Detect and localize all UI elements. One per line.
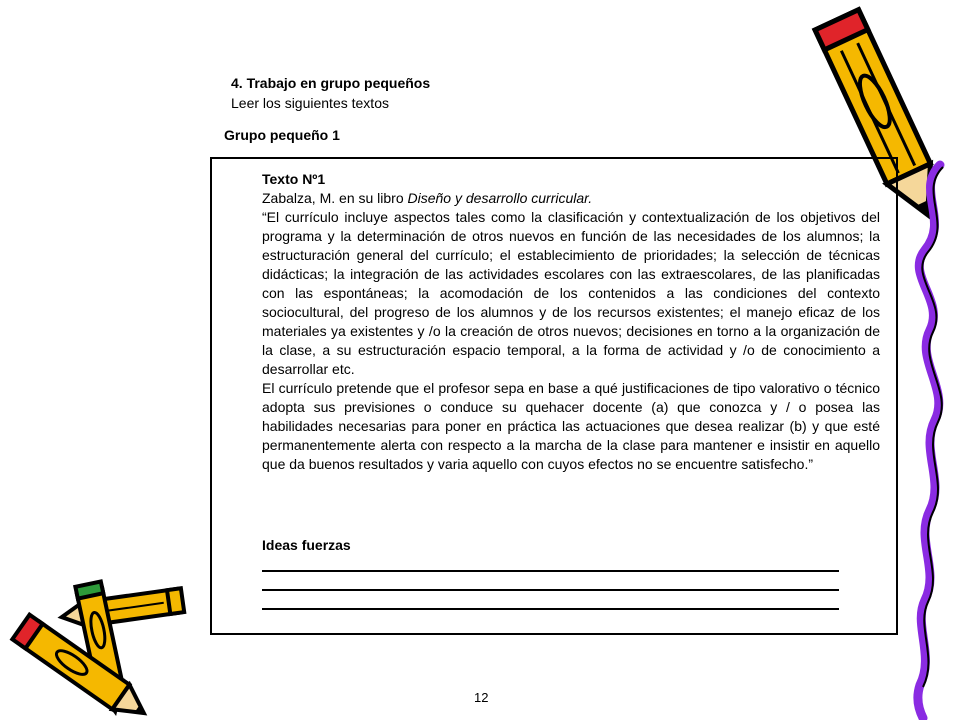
- section-heading: [231, 73, 430, 113]
- answer-line[interactable]: [262, 589, 839, 591]
- crossed-pencils-icon: [0, 575, 200, 720]
- quote-paragraph-1: “El currículo incluye aspectos tales como la clasificación y contextualización de los objetivos del programa y la determinación de otros nuevos en función de las necesidades de los alumnos; la estructuración general del currículo; el establecimiento de prioridades; la selección de técnicas didácticas; la integración de las actividades escolares con las extraescolares, de las planificadas con las espontáneas; la acomodación de los contenidos a las condiciones del contexto sociocultural, del progreso de los alumnos y de los recursos existentes; el manejo eficaz de los materiales ya existentes y /o la creación de otros nuevos; decisiones en torno a la organización de la clase, a su estructuración espacio temporal, a la forma de actividad y /o de conocimiento a desarrollar etc.: [262, 209, 880, 377]
- quote-paragraph-2: El currículo pretende que el profesor sepa en base a qué justificaciones de tipo valorativo o técnico adopta sus previsiones o conduce su quehacer docente (a) que conozca y / o posea las habilidades necesarias para poner en práctica las actuaciones que desea realizar (b) y que esté permanentemente alerta con respecto a la marcha de la clase para mantener e insistir en aquello que da buenos resultados y varia aquello con cuyos efectos no se encuentre satisfecho.”: [262, 380, 880, 472]
- ribbon-decoration: [895, 160, 960, 720]
- citation-author: Zabalza, M. en su libro: [262, 190, 408, 206]
- answer-line[interactable]: [262, 570, 839, 572]
- section-title: 4. Trabajo en grupo pequeños: [231, 75, 431, 91]
- section-instruction: Leer los siguientes textos: [231, 95, 389, 111]
- page-number: 12: [474, 690, 489, 705]
- ideas-label: Ideas fuerzas: [262, 537, 351, 553]
- group-title: Grupo pequeño 1: [224, 127, 340, 143]
- citation: [262, 189, 880, 208]
- answer-line[interactable]: [262, 608, 839, 610]
- text-box-content: [262, 170, 880, 474]
- citation-book: Diseño y desarrollo curricular.: [407, 190, 593, 206]
- text-title: Texto Nº1: [262, 171, 326, 187]
